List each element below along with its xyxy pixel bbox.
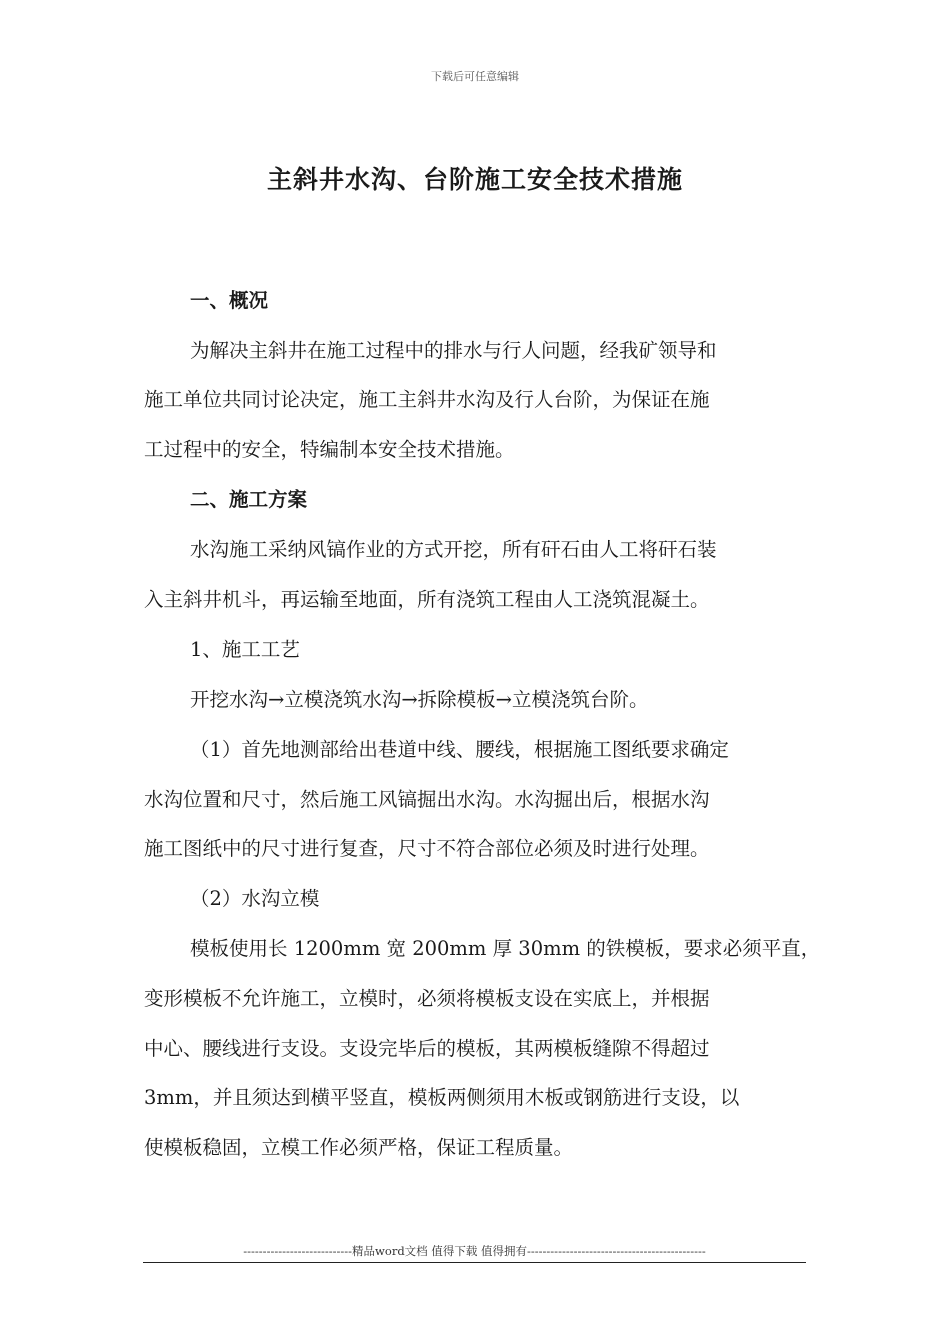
paragraph-line: 使模板稳固，立模工作必须严格，保证工程质量。 bbox=[144, 1136, 574, 1159]
paragraph-line: 施工单位共同讨论决定，施工主斜井水沟及行人台阶，为保证在施 bbox=[144, 388, 710, 411]
document-title: 主斜井水沟、台阶施工安全技术措施 bbox=[266, 165, 683, 194]
paragraph-line: 中心、腰线进行支设。支设完毕后的模板，其两模板缝隙不得超过 bbox=[144, 1037, 710, 1060]
subheading-formwork: （2）水沟立模 bbox=[190, 887, 320, 910]
subheading-process: 1、施工工艺 bbox=[190, 638, 300, 661]
paragraph-line: （1）首先地测部给出巷道中线、腰线，根据施工图纸要求确定 bbox=[190, 738, 729, 761]
section-heading-plan: 二、施工方案 bbox=[190, 488, 308, 511]
paragraph-line: 施工图纸中的尺寸进行复查，尺寸不符合部位必须及时进行处理。 bbox=[144, 837, 710, 860]
section-heading-overview: 一、概况 bbox=[190, 289, 269, 312]
paragraph-line: 入主斜井机斗，再运输至地面，所有浇筑工程由人工浇筑混凝土。 bbox=[144, 588, 710, 611]
paragraph-line: 为解决主斜井在施工过程中的排水与行人问题，经我矿领导和 bbox=[190, 339, 717, 362]
header-note: 下载后可任意编辑 bbox=[431, 70, 519, 83]
paragraph-line: 3mm，并且须达到横平竖直，模板两侧须用木板或钢筋进行支设，以 bbox=[144, 1086, 740, 1109]
footer-rule bbox=[143, 1262, 806, 1263]
paragraph-line: 水沟位置和尺寸，然后施工风镐掘出水沟。水沟掘出后，根据水沟 bbox=[144, 788, 710, 811]
paragraph-line: 工过程中的安全，特编制本安全技术措施。 bbox=[144, 438, 515, 461]
paragraph-line: 变形模板不允许施工，立模时，必须将模板支设在实底上，并根据 bbox=[144, 987, 710, 1010]
paragraph-line: 模板使用长 1200mm 宽 200mm 厚 30mm 的铁模板，要求必须平直， bbox=[190, 937, 821, 960]
process-flow-line: 开挖水沟→立模浇筑水沟→拆除模板→立模浇筑台阶。 bbox=[190, 688, 649, 711]
paragraph-line: 水沟施工采纳风镐作业的方式开挖，所有矸石由人工将矸石装 bbox=[190, 538, 717, 561]
footer-note: ----------------------------精品word文档 值得下载 值得拥有---------------------------------------------- bbox=[243, 1244, 706, 1258]
